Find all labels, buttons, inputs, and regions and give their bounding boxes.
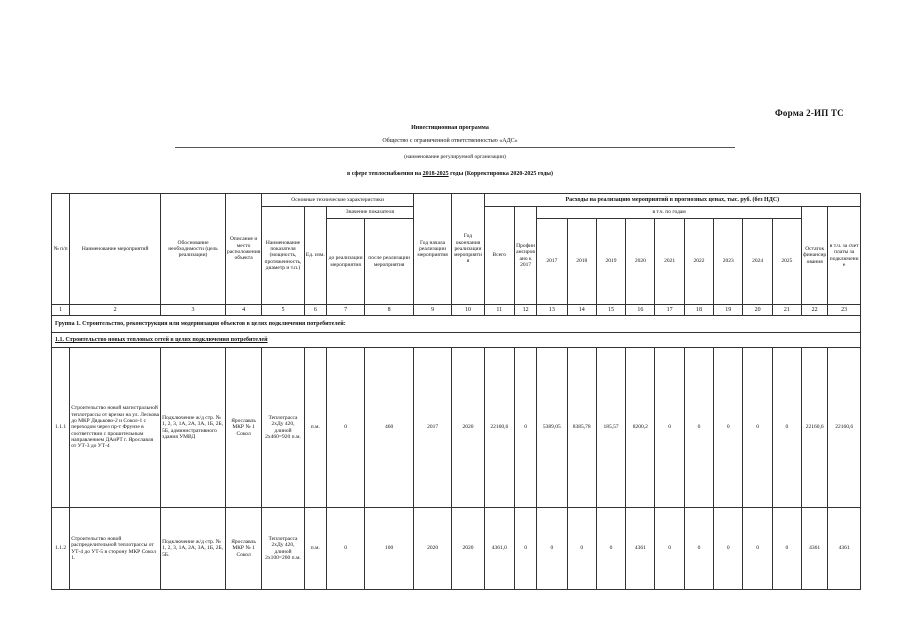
program-title: Инвестиционная программа	[411, 125, 489, 131]
col-number: 4	[225, 305, 261, 316]
row-year-value: 0	[714, 348, 743, 508]
row-description: Ярославль МКР № 1 Сокол	[225, 348, 261, 508]
row-total: 4361,0	[484, 508, 514, 590]
row-num: 1.1.1	[52, 348, 70, 508]
row-after: 100	[365, 508, 414, 590]
row-year-value: 4361	[626, 508, 655, 590]
sphere-title	[300, 170, 600, 178]
header-spent: Профинансировано к 2017	[514, 207, 536, 305]
col-number: 7	[326, 305, 364, 316]
col-number: 15	[596, 305, 625, 316]
header-year: 2019	[596, 219, 625, 305]
sphere-suffix: годы (Корректировка 2020-2025 годы)	[448, 171, 553, 177]
col-number: 22	[802, 305, 828, 316]
row-year-value: 0	[684, 508, 713, 590]
col-number: 20	[743, 305, 772, 316]
organization-caption: (наименование регулируемой организации)	[404, 154, 506, 160]
header-year: 2023	[714, 219, 743, 305]
header-year: 2020	[626, 219, 655, 305]
header-years-group: в т.ч. по годам	[537, 207, 802, 219]
header-indicator: Наименование показателя (мощность, протяженность, диаметр и т.п.)	[262, 207, 304, 305]
row-end: 2020	[452, 348, 484, 508]
row-start: 2020	[413, 508, 451, 590]
row-year-value: 8385,78	[567, 348, 596, 508]
col-number: 23	[828, 305, 861, 316]
header-before: до реализации мероприятия	[326, 219, 364, 305]
col-number: 1	[52, 305, 70, 316]
row-before: 0	[326, 348, 364, 508]
header-name: Наименование мероприятий	[70, 194, 161, 305]
row-year-value: 0	[567, 508, 596, 590]
table-row	[52, 348, 861, 508]
row-spent: 0	[514, 348, 536, 508]
sphere-prefix: в сфере теплоснабжения на	[347, 171, 423, 177]
col-number: 5	[262, 305, 304, 316]
col-number: 21	[772, 305, 801, 316]
header-incl: в т.ч. за счет платы за подключение	[828, 207, 861, 305]
header-start-year: Год начала реализации мероприятия	[413, 194, 451, 305]
header-year: 2024	[743, 219, 772, 305]
header-description: Описание и место расположения объекта	[225, 194, 261, 305]
col-number: 2	[70, 305, 161, 316]
subgroup-1-1-heading: 1.1. Строительство новых тепловых сетей в целях подключения потребителей	[52, 333, 861, 348]
col-number: 9	[413, 305, 451, 316]
row-year-value: 0	[596, 508, 625, 590]
row-num: 1.1.2	[52, 508, 70, 590]
header-year: 2022	[684, 219, 713, 305]
row-year-value: 0	[684, 348, 713, 508]
col-number: 17	[655, 305, 684, 316]
row-end: 2020	[452, 508, 484, 590]
row-justification: Подключение ж/д стр. № 1, 2, 3, 1А, 2А, 3А, 1Б, 2Б, 5Б, административного здания УМВД	[161, 348, 226, 508]
row-year-value: 0	[743, 508, 772, 590]
row-incl: 4361	[828, 508, 861, 590]
row-year-value: 0	[743, 348, 772, 508]
row-indicator: Теплотрасса 2хДу 420, длиной 2х100=200 п.м.	[262, 508, 304, 590]
row-year-value: 0	[655, 348, 684, 508]
col-number: 3	[161, 305, 226, 316]
row-start: 2017	[413, 348, 451, 508]
row-indicator: Теплотрасса 2хДу 420, длиной 2х460=920 п.м.	[262, 348, 304, 508]
row-year-value: 5389,05	[537, 348, 567, 508]
row-before: 0	[326, 508, 364, 590]
org-underline	[175, 147, 735, 148]
header-costs-group: Расходы на реализацию мероприятий в прогнозных ценах, тыс. руб. (без НДС)	[484, 194, 860, 207]
row-spent: 0	[514, 508, 536, 590]
row-description: Ярославль МКР № 1 Сокол	[225, 508, 261, 590]
table-row	[52, 508, 861, 590]
row-year-value: 0	[655, 508, 684, 590]
investment-table	[51, 193, 861, 590]
col-number: 16	[626, 305, 655, 316]
col-number: 13	[537, 305, 567, 316]
header-tech-group: Основные технические характеристики	[262, 194, 414, 207]
col-number: 10	[452, 305, 484, 316]
header-unit: Ед. изм.	[304, 207, 326, 305]
row-incl: 22160,6	[828, 348, 861, 508]
organization-name: Общество с ограниченной ответственностью «АДС»	[382, 138, 518, 144]
row-unit: п.м.	[304, 508, 326, 590]
row-year-value: 8200,2	[626, 348, 655, 508]
header-end-year: Год окончания реализации мероприятия	[452, 194, 484, 305]
row-year-value: 0	[714, 508, 743, 590]
header-value-group: Значение показателя	[326, 207, 413, 219]
header-remain: Остаток финансирования	[802, 207, 828, 305]
row-name: Строительство новой распределительной теплотрассы от УТ-4 до УТ-5 в сторону МКР Сокол 1.	[70, 508, 161, 590]
row-remain: 4361	[802, 508, 828, 590]
header-justification: Обоснование необходимости (цель реализации)	[161, 194, 226, 305]
col-number: 12	[514, 305, 536, 316]
col-number: 14	[567, 305, 596, 316]
sphere-years: 2018-2025	[422, 171, 449, 177]
row-year-value: 0	[772, 348, 801, 508]
header-after: после реализации мероприятия	[365, 219, 414, 305]
row-year-value: 0	[537, 508, 567, 590]
col-number: 8	[365, 305, 414, 316]
row-total: 22160,6	[484, 348, 514, 508]
row-year-value: 0	[772, 508, 801, 590]
header-total: Всего	[484, 207, 514, 305]
col-number: 18	[684, 305, 713, 316]
form-label: Форма 2-ИП ТС	[775, 108, 844, 118]
header-year: 2018	[567, 219, 596, 305]
header-year: 2017	[537, 219, 567, 305]
row-after: 460	[365, 348, 414, 508]
row-remain: 22160,6	[802, 348, 828, 508]
row-name: Строительство новой магистральной теплотрассы от врезки на ул. Лескова до МКР Дядьково-2 и Сокол-1 с переходом через пр-т Фрунзе в соответствии с прошительным направлением ДАиРТ г. Ярославля от УТ-3 до УТ-4	[70, 348, 161, 508]
header-num: № п/п	[52, 194, 70, 305]
row-unit: п.м.	[304, 348, 326, 508]
col-number: 6	[304, 305, 326, 316]
col-number: 11	[484, 305, 514, 316]
row-justification: Подключение ж/д стр. № 1, 2, 3, 1А, 2А, 3А, 1Б, 2Б, 5Б.	[161, 508, 226, 590]
row-year-value: 185,57	[596, 348, 625, 508]
col-number: 19	[714, 305, 743, 316]
column-number-row	[52, 305, 861, 316]
header-year: 2025	[772, 219, 801, 305]
group-1-heading: Группа 1. Строительство, реконструкция или модернизация объектов в целях подключения потребителей:	[52, 316, 861, 333]
header-year: 2021	[655, 219, 684, 305]
